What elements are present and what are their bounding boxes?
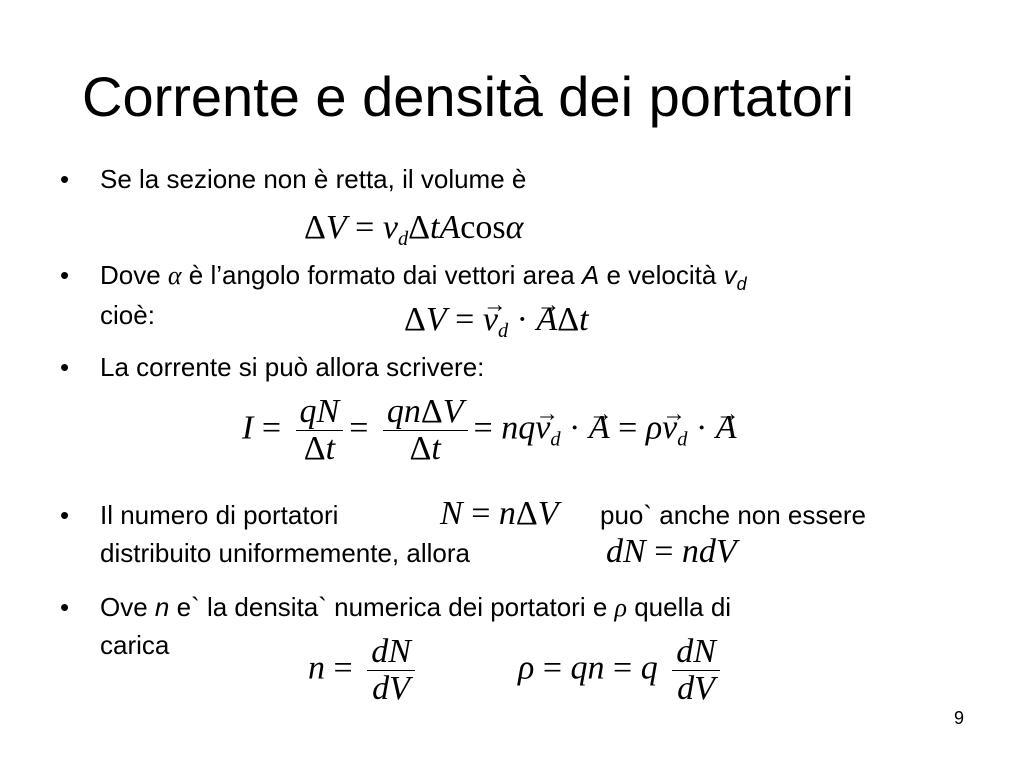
bullet-marker: • xyxy=(60,352,70,382)
bullet-text-dove xyxy=(100,260,747,299)
bullet-text-corrente: La corrente si può allora scrivere: xyxy=(100,352,485,382)
equation-number-density: n = $\frac{dN}{dV}$ xyxy=(308,634,421,707)
fraction: $\frac{dN}{dV}$ xyxy=(672,634,720,707)
bullet-text-sezione: Se la sezione non è retta, il volume è xyxy=(100,164,527,194)
velocity-symbol: v xyxy=(723,260,737,290)
slide-title: Corrente e densità dei portatori xyxy=(82,65,854,128)
area-symbol: A xyxy=(581,260,600,290)
bullet-text-carica: carica xyxy=(100,630,170,660)
velocity-subscript: d xyxy=(736,274,747,295)
alpha-symbol: α xyxy=(167,261,182,290)
text-fragment: Ove xyxy=(100,592,155,622)
bullet-text-cioe: cioè: xyxy=(100,300,155,330)
bullet-text-distribuito: distribuito uniformemente, allora xyxy=(100,538,470,568)
fraction: $\frac{dN}{dV}$ xyxy=(367,634,415,707)
text-fragment: è l’angolo formato dai vettori area xyxy=(181,260,582,290)
rho-symbol: ρ xyxy=(614,593,627,622)
equation-carrier-count: N = nΔV xyxy=(440,495,559,532)
equation-current: I = $\frac{qN}{\Delta t}$ = $\frac{\text{qnΔV}}{\Delta t}$ = $nq\to v_d$ · → $A = \rho\to v_d$ · → A xyxy=(242,394,737,467)
density-n-symbol: n xyxy=(154,592,170,622)
bullet-marker: • xyxy=(60,164,70,194)
equation-differential: dN = ndV xyxy=(606,533,737,570)
bullet-marker: • xyxy=(60,500,70,530)
text-fragment: e` la densita` numerica dei portatori e xyxy=(169,592,615,622)
bullet-text-puo: puo` anche non essere xyxy=(600,500,866,530)
equation-volume: $\Delta V = v_d\Delta tAcos\alpha$ xyxy=(304,209,524,251)
bullet-marker: • xyxy=(60,592,70,622)
text-fragment: e velocità xyxy=(599,260,724,290)
fraction: $\frac{\text{qnΔV}}{\Delta t}$ xyxy=(383,394,468,467)
page-number: 9 xyxy=(953,708,964,728)
fraction: $\frac{qN}{\Delta t}$ xyxy=(296,394,344,467)
equation-charge-density: ρ = qn = q $\frac{dN}{dV}$ xyxy=(518,634,726,707)
text-fragment: Dove xyxy=(100,260,168,290)
text-fragment: quella di xyxy=(627,592,732,622)
bullet-marker: • xyxy=(60,260,70,290)
bullet-text-ove xyxy=(100,592,731,623)
bullet-text-numero: Il numero di portatori xyxy=(100,500,339,530)
equation-volume-vector: ΔV = → $v_d$ · → AΔt xyxy=(404,300,589,351)
